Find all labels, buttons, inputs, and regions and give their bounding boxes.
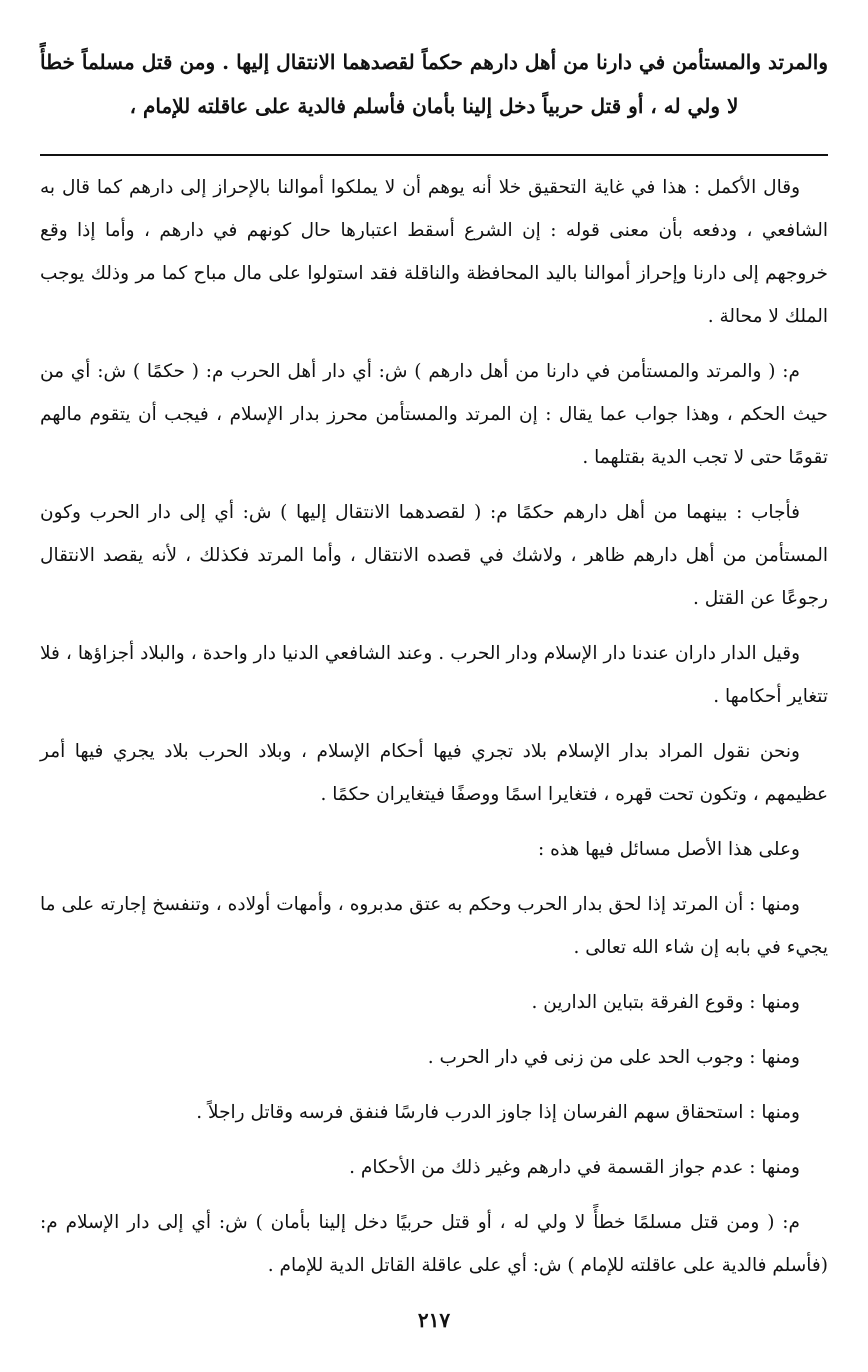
commentary-paragraph: ومنها : عدم جواز القسمة في دارهم وغير ذلك من الأحكام . — [349, 1157, 800, 1178]
commentary-paragraph: م: ( ومن قتل مسلمًا خطأً لا ولي له ، أو قتل حربيًا دخل إلينا بأمان ) ش: أي إلى دار الإسلام م: (فأسلم فالدية على عاقلته للإمام ) ش: أي على عاقلة القاتل الدية للإمام . — [40, 1212, 828, 1276]
commentary — [40, 166, 828, 1287]
commentary-paragraph: م: ( والمرتد والمستأمن في دارنا من أهل دارهم ) ش: أي دار أهل الحرب م: ( حكمًا ) ش: أي من حيث الحكم ، وهذا جواب عما يقال : إن المرتد والمستأمن محرز بدار الإسلام ، فيجب أن يتقوم مالهم تقومًا حتى لا تجب الدية بقتلهما . — [40, 361, 828, 468]
matn-text: والمرتد والمستأمن في دارنا من أهل دارهم حكماً لقصدهما الانتقال إليها . ومن قتل مسلماً خطأً لا ولي له ، أو قتل حربياً دخل إلينا بأمان فأسلم فالدية على عاقلته للإمام ، — [40, 50, 828, 118]
commentary-paragraph: ومنها : وجوب الحد على من زنى في دار الحرب . — [427, 1047, 800, 1068]
commentary-paragraph: ونحن نقول المراد بدار الإسلام بلاد تجري فيها أحكام الإسلام ، وبلاد الحرب بلاد يجري فيها أمر عظيمهم ، وتكون تحت قهره ، فتغايرا اسمًا ووصفًا فيتغايران حكمًا . — [40, 741, 828, 805]
document-page — [40, 40, 828, 1332]
commentary-paragraph: وقال الأكمل : هذا في غاية التحقيق خلا أنه يوهم أن لا يملكوا أموالنا بالإحراز إلى دارهم كما قال به الشافعي ، ودفعه بأن معنى قوله : إن الشرع أسقط اعتبارها حال كونهم في دارهم ، وأما إذا وقع خروجهم إلى دارنا وإحراز أموالنا باليد المحافظة والناقلة فقد استولوا على مال مباح كما مر وذلك يوجب الملك لا محالة . — [40, 177, 828, 327]
commentary-paragraph: ومنها : استحقاق سهم الفرسان إذا جاوز الدرب فارسًا فنفق فرسه وقاتل راجلاً . — [196, 1102, 800, 1123]
commentary-paragraph: ومنها : وقوع الفرقة بتباين الدارين . — [531, 992, 800, 1013]
separator-line — [40, 154, 828, 156]
commentary-paragraph: فأجاب : بينهما من أهل دارهم حكمًا م: ( لقصدهما الانتقال إليها ) ش: أي إلى دار الحرب وكون المستأمن من أهل دارهم ظاهر ، ولاشك في قصده الانتقال ، وأما المرتد فكذلك ، لأنه يقصد الانتقال رجوعًا عن القتل . — [40, 502, 828, 609]
commentary-paragraph: وقيل الدار داران عندنا دار الإسلام ودار الحرب . وعند الشافعي الدنيا دار واحدة ، والبلاد أجزاؤها ، فلا تتغاير أحكامها . — [40, 643, 828, 707]
page-number: ٢١٧ — [417, 1308, 451, 1332]
commentary-paragraph: وعلى هذا الأصل مسائل فيها هذه : — [537, 839, 800, 860]
commentary-paragraph: ومنها : أن المرتد إذا لحق بدار الحرب وحكم به عتق مدبروه ، وأمهات أولاده ، وتنفسخ إجارته على ما يجيء في بابه إن شاء الله تعالى . — [40, 894, 828, 958]
